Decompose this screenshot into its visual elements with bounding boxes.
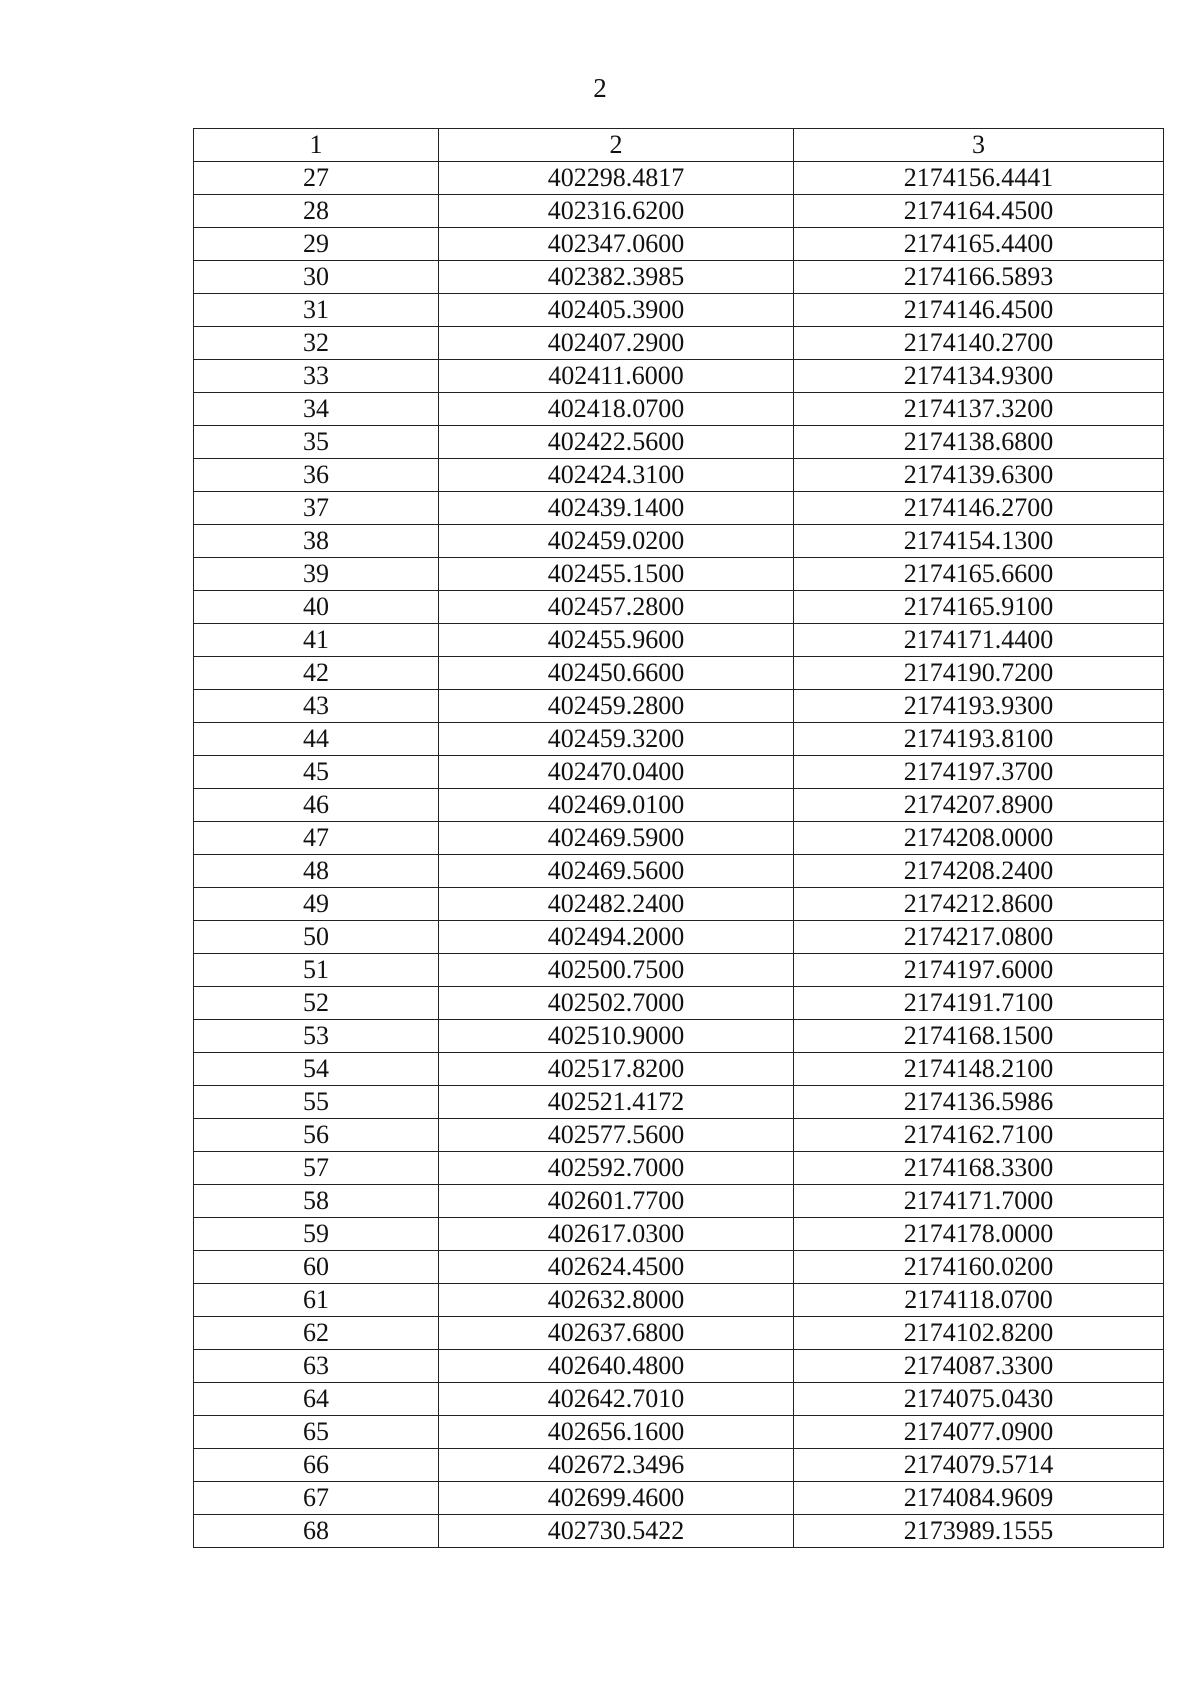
point-number-cell: 66 — [194, 1449, 439, 1482]
table-row — [194, 162, 1164, 195]
table-row — [194, 393, 1164, 426]
x-coordinate-cell: 402469.5600 — [439, 855, 794, 888]
point-number-cell: 27 — [194, 162, 439, 195]
point-number-cell: 36 — [194, 459, 439, 492]
table-row — [194, 723, 1164, 756]
table-row — [194, 1449, 1164, 1482]
x-coordinate-cell: 402521.4172 — [439, 1086, 794, 1119]
x-coordinate-cell: 402640.4800 — [439, 1350, 794, 1383]
y-coordinate-cell: 2174118.0700 — [794, 1284, 1164, 1317]
table-row — [194, 1152, 1164, 1185]
point-number-cell: 61 — [194, 1284, 439, 1317]
x-coordinate-cell: 402502.7000 — [439, 987, 794, 1020]
y-coordinate-cell: 2174146.2700 — [794, 492, 1164, 525]
y-coordinate-cell: 2174156.4441 — [794, 162, 1164, 195]
point-number-cell: 46 — [194, 789, 439, 822]
table-row — [194, 855, 1164, 888]
x-coordinate-cell: 402632.8000 — [439, 1284, 794, 1317]
point-number-cell: 42 — [194, 657, 439, 690]
x-coordinate-cell: 402455.9600 — [439, 624, 794, 657]
x-coordinate-cell: 402577.5600 — [439, 1119, 794, 1152]
y-coordinate-cell: 2174171.4400 — [794, 624, 1164, 657]
x-coordinate-cell: 402494.2000 — [439, 921, 794, 954]
table-row — [194, 954, 1164, 987]
x-coordinate-cell: 402405.3900 — [439, 294, 794, 327]
table-row — [194, 1185, 1164, 1218]
point-number-cell: 50 — [194, 921, 439, 954]
point-number-cell: 53 — [194, 1020, 439, 1053]
point-number-cell: 65 — [194, 1416, 439, 1449]
y-coordinate-cell: 2174154.1300 — [794, 525, 1164, 558]
table-row — [194, 426, 1164, 459]
x-coordinate-cell: 402422.5600 — [439, 426, 794, 459]
x-coordinate-cell: 402642.7010 — [439, 1383, 794, 1416]
x-coordinate-cell: 402656.1600 — [439, 1416, 794, 1449]
point-number-cell: 32 — [194, 327, 439, 360]
table-row — [194, 624, 1164, 657]
x-coordinate-cell: 402637.6800 — [439, 1317, 794, 1350]
table-row — [194, 1053, 1164, 1086]
y-coordinate-cell: 2174134.9300 — [794, 360, 1164, 393]
header-cell-3: 3 — [794, 129, 1164, 162]
table-row — [194, 525, 1164, 558]
table-row — [194, 690, 1164, 723]
table-row — [194, 1515, 1164, 1548]
y-coordinate-cell: 2174139.6300 — [794, 459, 1164, 492]
y-coordinate-cell: 2174193.9300 — [794, 690, 1164, 723]
x-coordinate-cell: 402450.6600 — [439, 657, 794, 690]
point-number-cell: 52 — [194, 987, 439, 1020]
y-coordinate-cell: 2174087.3300 — [794, 1350, 1164, 1383]
y-coordinate-cell: 2174212.8600 — [794, 888, 1164, 921]
x-coordinate-cell: 402592.7000 — [439, 1152, 794, 1185]
y-coordinate-cell: 2174137.3200 — [794, 393, 1164, 426]
y-coordinate-cell: 2174217.0800 — [794, 921, 1164, 954]
x-coordinate-cell: 402470.0400 — [439, 756, 794, 789]
point-number-cell: 56 — [194, 1119, 439, 1152]
point-number-cell: 55 — [194, 1086, 439, 1119]
point-number-cell: 60 — [194, 1251, 439, 1284]
point-number-cell: 67 — [194, 1482, 439, 1515]
x-coordinate-cell: 402601.7700 — [439, 1185, 794, 1218]
table-row — [194, 822, 1164, 855]
x-coordinate-cell: 402382.3985 — [439, 261, 794, 294]
table-row — [194, 888, 1164, 921]
table-row — [194, 1284, 1164, 1317]
point-number-cell: 39 — [194, 558, 439, 591]
y-coordinate-cell: 2174136.5986 — [794, 1086, 1164, 1119]
table-row — [194, 987, 1164, 1020]
y-coordinate-cell: 2174208.2400 — [794, 855, 1164, 888]
point-number-cell: 29 — [194, 228, 439, 261]
point-number-cell: 49 — [194, 888, 439, 921]
point-number-cell: 31 — [194, 294, 439, 327]
table-row — [194, 1218, 1164, 1251]
x-coordinate-cell: 402469.0100 — [439, 789, 794, 822]
table-header-row — [194, 129, 1164, 162]
point-number-cell: 43 — [194, 690, 439, 723]
point-number-cell: 34 — [194, 393, 439, 426]
table-row — [194, 591, 1164, 624]
table-row — [194, 261, 1164, 294]
point-number-cell: 28 — [194, 195, 439, 228]
table-row — [194, 327, 1164, 360]
x-coordinate-cell: 402347.0600 — [439, 228, 794, 261]
header-cell-2: 2 — [439, 129, 794, 162]
y-coordinate-cell: 2174102.8200 — [794, 1317, 1164, 1350]
table-row — [194, 1020, 1164, 1053]
x-coordinate-cell: 402624.4500 — [439, 1251, 794, 1284]
x-coordinate-cell: 402407.2900 — [439, 327, 794, 360]
table-row — [194, 294, 1164, 327]
x-coordinate-cell: 402459.2800 — [439, 690, 794, 723]
table-row — [194, 459, 1164, 492]
x-coordinate-cell: 402482.2400 — [439, 888, 794, 921]
y-coordinate-cell: 2174138.6800 — [794, 426, 1164, 459]
x-coordinate-cell: 402316.6200 — [439, 195, 794, 228]
point-number-cell: 38 — [194, 525, 439, 558]
point-number-cell: 58 — [194, 1185, 439, 1218]
y-coordinate-cell: 2174193.8100 — [794, 723, 1164, 756]
coordinates-table — [193, 128, 1164, 1548]
x-coordinate-cell: 402459.3200 — [439, 723, 794, 756]
point-number-cell: 45 — [194, 756, 439, 789]
y-coordinate-cell: 2174075.0430 — [794, 1383, 1164, 1416]
table-row — [194, 1482, 1164, 1515]
point-number-cell: 48 — [194, 855, 439, 888]
table-row — [194, 1383, 1164, 1416]
x-coordinate-cell: 402617.0300 — [439, 1218, 794, 1251]
y-coordinate-cell: 2174084.9609 — [794, 1482, 1164, 1515]
x-coordinate-cell: 402517.8200 — [439, 1053, 794, 1086]
y-coordinate-cell: 2174140.2700 — [794, 327, 1164, 360]
table-row — [194, 1251, 1164, 1284]
point-number-cell: 64 — [194, 1383, 439, 1416]
x-coordinate-cell: 402411.6000 — [439, 360, 794, 393]
point-number-cell: 54 — [194, 1053, 439, 1086]
y-coordinate-cell: 2173989.1555 — [794, 1515, 1164, 1548]
table-body — [194, 162, 1164, 1548]
y-coordinate-cell: 2174165.9100 — [794, 591, 1164, 624]
table-row — [194, 756, 1164, 789]
y-coordinate-cell: 2174197.3700 — [794, 756, 1164, 789]
y-coordinate-cell: 2174171.7000 — [794, 1185, 1164, 1218]
y-coordinate-cell: 2174162.7100 — [794, 1119, 1164, 1152]
y-coordinate-cell: 2174207.8900 — [794, 789, 1164, 822]
header-cell-1: 1 — [194, 129, 439, 162]
table-row — [194, 1119, 1164, 1152]
page-number: 2 — [593, 73, 607, 103]
point-number-cell: 44 — [194, 723, 439, 756]
x-coordinate-cell: 402510.9000 — [439, 1020, 794, 1053]
table-row — [194, 1086, 1164, 1119]
x-coordinate-cell: 402424.3100 — [439, 459, 794, 492]
table-row — [194, 1416, 1164, 1449]
point-number-cell: 68 — [194, 1515, 439, 1548]
table-row — [194, 921, 1164, 954]
table-row — [194, 228, 1164, 261]
point-number-cell: 63 — [194, 1350, 439, 1383]
y-coordinate-cell: 2174148.2100 — [794, 1053, 1164, 1086]
point-number-cell: 37 — [194, 492, 439, 525]
y-coordinate-cell: 2174166.5893 — [794, 261, 1164, 294]
table-row — [194, 195, 1164, 228]
point-number-cell: 40 — [194, 591, 439, 624]
y-coordinate-cell: 2174146.4500 — [794, 294, 1164, 327]
point-number-cell: 62 — [194, 1317, 439, 1350]
y-coordinate-cell: 2174168.3300 — [794, 1152, 1164, 1185]
x-coordinate-cell: 402298.4817 — [439, 162, 794, 195]
point-number-cell: 57 — [194, 1152, 439, 1185]
x-coordinate-cell: 402699.4600 — [439, 1482, 794, 1515]
point-number-cell: 47 — [194, 822, 439, 855]
table-row — [194, 789, 1164, 822]
point-number-cell: 30 — [194, 261, 439, 294]
y-coordinate-cell: 2174164.4500 — [794, 195, 1164, 228]
y-coordinate-cell: 2174168.1500 — [794, 1020, 1164, 1053]
point-number-cell: 51 — [194, 954, 439, 987]
y-coordinate-cell: 2174191.7100 — [794, 987, 1164, 1020]
x-coordinate-cell: 402439.1400 — [439, 492, 794, 525]
x-coordinate-cell: 402672.3496 — [439, 1449, 794, 1482]
x-coordinate-cell: 402418.0700 — [439, 393, 794, 426]
point-number-cell: 35 — [194, 426, 439, 459]
x-coordinate-cell: 402455.1500 — [439, 558, 794, 591]
y-coordinate-cell: 2174197.6000 — [794, 954, 1164, 987]
x-coordinate-cell: 402500.7500 — [439, 954, 794, 987]
y-coordinate-cell: 2174178.0000 — [794, 1218, 1164, 1251]
table-row — [194, 1350, 1164, 1383]
y-coordinate-cell: 2174079.5714 — [794, 1449, 1164, 1482]
x-coordinate-cell: 402469.5900 — [439, 822, 794, 855]
table-row — [194, 492, 1164, 525]
y-coordinate-cell: 2174165.4400 — [794, 228, 1164, 261]
y-coordinate-cell: 2174190.7200 — [794, 657, 1164, 690]
table-row — [194, 1317, 1164, 1350]
y-coordinate-cell: 2174077.0900 — [794, 1416, 1164, 1449]
y-coordinate-cell: 2174208.0000 — [794, 822, 1164, 855]
table-row — [194, 360, 1164, 393]
point-number-cell: 41 — [194, 624, 439, 657]
x-coordinate-cell: 402730.5422 — [439, 1515, 794, 1548]
x-coordinate-cell: 402459.0200 — [439, 525, 794, 558]
point-number-cell: 59 — [194, 1218, 439, 1251]
y-coordinate-cell: 2174165.6600 — [794, 558, 1164, 591]
table-row — [194, 657, 1164, 690]
table-row — [194, 558, 1164, 591]
y-coordinate-cell: 2174160.0200 — [794, 1251, 1164, 1284]
point-number-cell: 33 — [194, 360, 439, 393]
x-coordinate-cell: 402457.2800 — [439, 591, 794, 624]
